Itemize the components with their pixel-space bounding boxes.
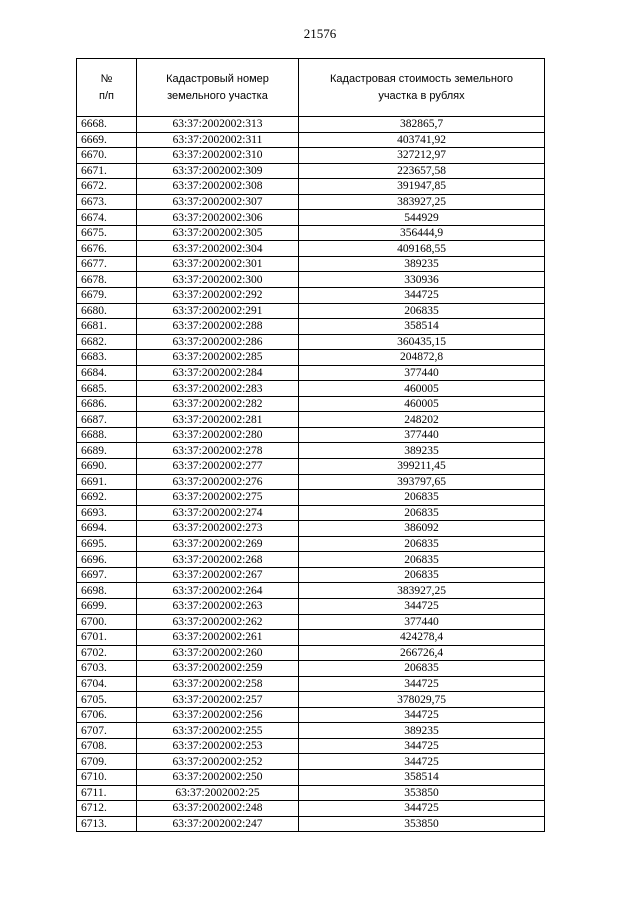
table-row <box>77 288 545 304</box>
row-number: 6692. <box>77 490 137 506</box>
row-cadastral-value: 358514 <box>299 769 545 785</box>
row-cadastral-number: 63:37:2002002:282 <box>137 396 299 412</box>
row-cadastral-number: 63:37:2002002:258 <box>137 676 299 692</box>
row-cadastral-number: 63:37:2002002:274 <box>137 505 299 521</box>
row-number: 6679. <box>77 288 137 304</box>
row-number: 6676. <box>77 241 137 257</box>
row-cadastral-value: 383927,25 <box>299 583 545 599</box>
row-cadastral-number: 63:37:2002002:292 <box>137 288 299 304</box>
table-row <box>77 614 545 630</box>
cadastral-value-table <box>76 58 545 832</box>
table-row <box>77 474 545 490</box>
row-number: 6668. <box>77 117 137 133</box>
row-cadastral-number: 63:37:2002002:268 <box>137 552 299 568</box>
table-row <box>77 412 545 428</box>
row-cadastral-value: 386092 <box>299 521 545 537</box>
row-cadastral-value: 344725 <box>299 598 545 614</box>
row-cadastral-number: 63:37:2002002:250 <box>137 769 299 785</box>
row-cadastral-value: 353850 <box>299 785 545 801</box>
table-row <box>77 598 545 614</box>
row-number: 6683. <box>77 350 137 366</box>
row-cadastral-number: 63:37:2002002:247 <box>137 816 299 832</box>
row-cadastral-number: 63:37:2002002:309 <box>137 163 299 179</box>
table-row <box>77 552 545 568</box>
row-cadastral-number: 63:37:2002002:262 <box>137 614 299 630</box>
row-cadastral-number: 63:37:2002002:255 <box>137 723 299 739</box>
row-cadastral-number: 63:37:2002002:305 <box>137 225 299 241</box>
row-cadastral-number: 63:37:2002002:261 <box>137 630 299 646</box>
row-cadastral-value: 399211,45 <box>299 459 545 475</box>
row-number: 6688. <box>77 427 137 443</box>
table-row <box>77 645 545 661</box>
row-cadastral-number: 63:37:2002002:259 <box>137 661 299 677</box>
table-row <box>77 583 545 599</box>
table-row <box>77 459 545 475</box>
row-cadastral-number: 63:37:2002002:283 <box>137 381 299 397</box>
row-number: 6671. <box>77 163 137 179</box>
row-cadastral-value: 389235 <box>299 256 545 272</box>
table-row <box>77 179 545 195</box>
row-cadastral-value: 327212,97 <box>299 148 545 164</box>
header-row <box>77 59 545 117</box>
row-cadastral-value: 223657,58 <box>299 163 545 179</box>
row-number: 6708. <box>77 738 137 754</box>
row-cadastral-number: 63:37:2002002:253 <box>137 738 299 754</box>
table-row <box>77 396 545 412</box>
row-cadastral-number: 63:37:2002002:256 <box>137 707 299 723</box>
row-cadastral-value: 393797,65 <box>299 474 545 490</box>
row-cadastral-number: 63:37:2002002:304 <box>137 241 299 257</box>
table-row <box>77 521 545 537</box>
row-number: 6702. <box>77 645 137 661</box>
row-cadastral-number: 63:37:2002002:25 <box>137 785 299 801</box>
table-row <box>77 536 545 552</box>
row-number: 6704. <box>77 676 137 692</box>
row-cadastral-number: 63:37:2002002:311 <box>137 132 299 148</box>
row-cadastral-number: 63:37:2002002:308 <box>137 179 299 195</box>
table-row <box>77 163 545 179</box>
table-header <box>77 59 545 117</box>
table-row <box>77 505 545 521</box>
row-cadastral-value: 356444,9 <box>299 225 545 241</box>
row-number: 6690. <box>77 459 137 475</box>
row-cadastral-number: 63:37:2002002:275 <box>137 490 299 506</box>
row-number: 6685. <box>77 381 137 397</box>
header-cadastral-number: Кадастровый номер земельного участка <box>137 59 299 117</box>
row-cadastral-value: 424278,4 <box>299 630 545 646</box>
row-cadastral-value: 344725 <box>299 676 545 692</box>
header-cadastral-value: Кадастровая стоимость земельного участка в рублях <box>299 59 545 117</box>
table-row <box>77 661 545 677</box>
row-cadastral-value: 383927,25 <box>299 194 545 210</box>
row-cadastral-number: 63:37:2002002:257 <box>137 692 299 708</box>
row-number: 6694. <box>77 521 137 537</box>
row-cadastral-number: 63:37:2002002:260 <box>137 645 299 661</box>
row-cadastral-value: 206835 <box>299 303 545 319</box>
row-cadastral-number: 63:37:2002002:285 <box>137 350 299 366</box>
row-number: 6674. <box>77 210 137 226</box>
row-cadastral-number: 63:37:2002002:307 <box>137 194 299 210</box>
table-row <box>77 350 545 366</box>
row-number: 6687. <box>77 412 137 428</box>
row-number: 6677. <box>77 256 137 272</box>
row-cadastral-number: 63:37:2002002:264 <box>137 583 299 599</box>
row-number: 6686. <box>77 396 137 412</box>
header-number: № п/п <box>77 59 137 117</box>
table-row <box>77 148 545 164</box>
row-cadastral-value: 389235 <box>299 443 545 459</box>
table-row <box>77 132 545 148</box>
row-cadastral-value: 344725 <box>299 738 545 754</box>
row-number: 6669. <box>77 132 137 148</box>
row-number: 6675. <box>77 225 137 241</box>
table-row <box>77 738 545 754</box>
row-cadastral-value: 344725 <box>299 707 545 723</box>
row-cadastral-number: 63:37:2002002:291 <box>137 303 299 319</box>
row-cadastral-number: 63:37:2002002:284 <box>137 365 299 381</box>
row-number: 6710. <box>77 769 137 785</box>
table-row <box>77 676 545 692</box>
row-cadastral-value: 248202 <box>299 412 545 428</box>
row-number: 6701. <box>77 630 137 646</box>
row-number: 6706. <box>77 707 137 723</box>
row-cadastral-value: 330936 <box>299 272 545 288</box>
row-cadastral-number: 63:37:2002002:288 <box>137 319 299 335</box>
table-row <box>77 210 545 226</box>
table-body <box>77 117 545 832</box>
row-cadastral-value: 204872,8 <box>299 350 545 366</box>
table-row <box>77 319 545 335</box>
row-number: 6691. <box>77 474 137 490</box>
table-row <box>77 272 545 288</box>
table-row <box>77 117 545 133</box>
row-cadastral-number: 63:37:2002002:269 <box>137 536 299 552</box>
row-cadastral-value: 377440 <box>299 614 545 630</box>
row-number: 6696. <box>77 552 137 568</box>
row-number: 6689. <box>77 443 137 459</box>
table-row <box>77 754 545 770</box>
row-cadastral-value: 344725 <box>299 754 545 770</box>
row-number: 6709. <box>77 754 137 770</box>
page-number: 21576 <box>303 26 337 41</box>
row-cadastral-value: 206835 <box>299 505 545 521</box>
row-cadastral-number: 63:37:2002002:267 <box>137 567 299 583</box>
row-cadastral-value: 377440 <box>299 427 545 443</box>
row-cadastral-number: 63:37:2002002:277 <box>137 459 299 475</box>
row-number: 6680. <box>77 303 137 319</box>
table-row <box>77 707 545 723</box>
row-cadastral-number: 63:37:2002002:300 <box>137 272 299 288</box>
row-cadastral-value: 460005 <box>299 381 545 397</box>
row-number: 6695. <box>77 536 137 552</box>
row-number: 6713. <box>77 816 137 832</box>
row-cadastral-number: 63:37:2002002:263 <box>137 598 299 614</box>
row-cadastral-number: 63:37:2002002:278 <box>137 443 299 459</box>
row-cadastral-value: 353850 <box>299 816 545 832</box>
row-cadastral-number: 63:37:2002002:280 <box>137 427 299 443</box>
row-cadastral-value: 344725 <box>299 801 545 817</box>
row-cadastral-number: 63:37:2002002:306 <box>137 210 299 226</box>
row-number: 6681. <box>77 319 137 335</box>
row-cadastral-value: 344725 <box>299 288 545 304</box>
row-cadastral-number: 63:37:2002002:252 <box>137 754 299 770</box>
row-cadastral-number: 63:37:2002002:286 <box>137 334 299 350</box>
row-cadastral-number: 63:37:2002002:273 <box>137 521 299 537</box>
table-row <box>77 381 545 397</box>
row-cadastral-number: 63:37:2002002:276 <box>137 474 299 490</box>
row-number: 6693. <box>77 505 137 521</box>
table-row <box>77 303 545 319</box>
row-number: 6700. <box>77 614 137 630</box>
row-number: 6682. <box>77 334 137 350</box>
table-row <box>77 723 545 739</box>
table-row <box>77 194 545 210</box>
row-cadastral-number: 63:37:2002002:248 <box>137 801 299 817</box>
row-cadastral-value: 266726,4 <box>299 645 545 661</box>
row-number: 6703. <box>77 661 137 677</box>
row-cadastral-number: 63:37:2002002:301 <box>137 256 299 272</box>
row-cadastral-value: 358514 <box>299 319 545 335</box>
row-number: 6670. <box>77 148 137 164</box>
row-cadastral-value: 206835 <box>299 490 545 506</box>
row-cadastral-value: 206835 <box>299 536 545 552</box>
row-number: 6711. <box>77 785 137 801</box>
row-cadastral-value: 544929 <box>299 210 545 226</box>
row-cadastral-value: 360435,15 <box>299 334 545 350</box>
table-row <box>77 256 545 272</box>
row-cadastral-number: 63:37:2002002:281 <box>137 412 299 428</box>
table-row <box>77 801 545 817</box>
row-number: 6697. <box>77 567 137 583</box>
row-number: 6678. <box>77 272 137 288</box>
table-row <box>77 490 545 506</box>
table-row <box>77 334 545 350</box>
row-number: 6705. <box>77 692 137 708</box>
table-row <box>77 241 545 257</box>
table-row <box>77 816 545 832</box>
table-row <box>77 365 545 381</box>
table-row <box>77 692 545 708</box>
row-cadastral-value: 409168,55 <box>299 241 545 257</box>
table-row <box>77 785 545 801</box>
table-row <box>77 567 545 583</box>
row-cadastral-value: 382865,7 <box>299 117 545 133</box>
row-cadastral-value: 460005 <box>299 396 545 412</box>
row-number: 6712. <box>77 801 137 817</box>
table-row <box>77 225 545 241</box>
table-row <box>77 443 545 459</box>
table-row <box>77 630 545 646</box>
table-row <box>77 427 545 443</box>
row-number: 6673. <box>77 194 137 210</box>
row-cadastral-number: 63:37:2002002:310 <box>137 148 299 164</box>
row-number: 6684. <box>77 365 137 381</box>
row-cadastral-number: 63:37:2002002:313 <box>137 117 299 133</box>
row-number: 6707. <box>77 723 137 739</box>
row-cadastral-value: 403741,92 <box>299 132 545 148</box>
table-row <box>77 769 545 785</box>
row-cadastral-value: 378029,75 <box>299 692 545 708</box>
row-number: 6698. <box>77 583 137 599</box>
row-number: 6699. <box>77 598 137 614</box>
row-cadastral-value: 206835 <box>299 661 545 677</box>
row-number: 6672. <box>77 179 137 195</box>
row-cadastral-value: 206835 <box>299 552 545 568</box>
row-cadastral-value: 377440 <box>299 365 545 381</box>
row-cadastral-value: 391947,85 <box>299 179 545 195</box>
row-cadastral-value: 389235 <box>299 723 545 739</box>
row-cadastral-value: 206835 <box>299 567 545 583</box>
